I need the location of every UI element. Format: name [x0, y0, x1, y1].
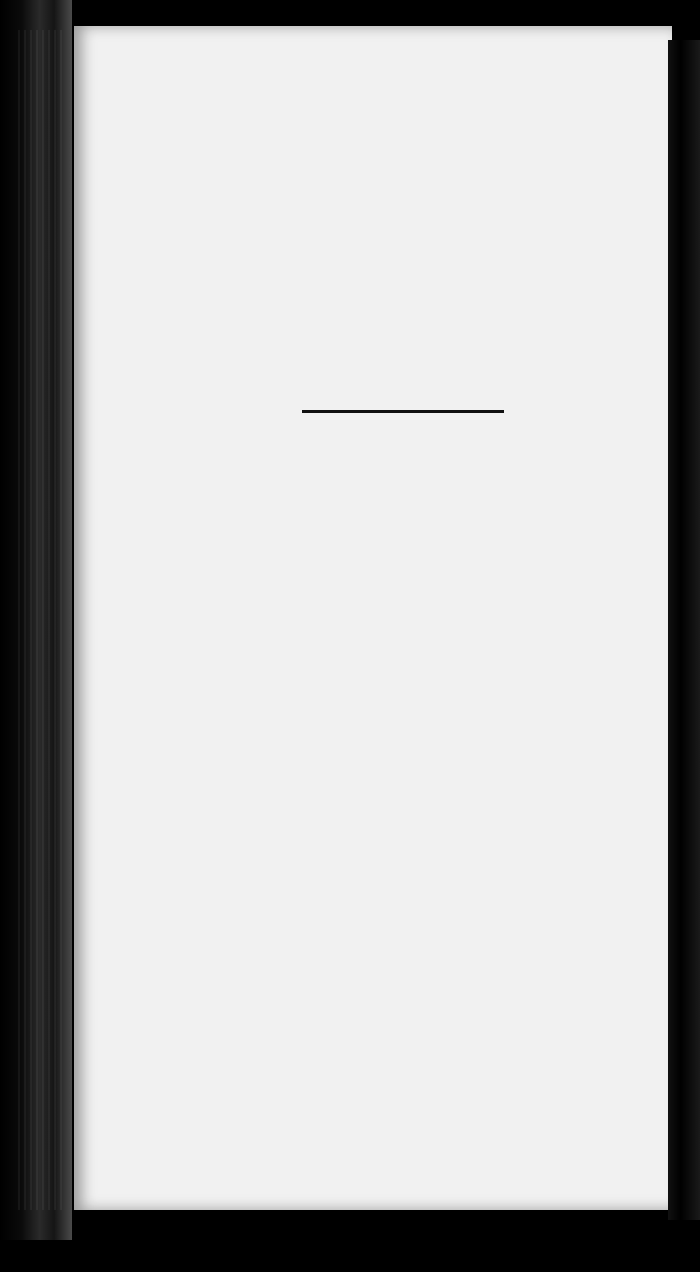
- section-rule: [302, 410, 504, 413]
- running-header: [118, 78, 678, 108]
- book-page: [74, 26, 672, 1210]
- spine-texture: [18, 30, 66, 1210]
- page-edge: [668, 40, 700, 1220]
- book-spine: [0, 0, 72, 1240]
- credit-line: [0, 1244, 700, 1272]
